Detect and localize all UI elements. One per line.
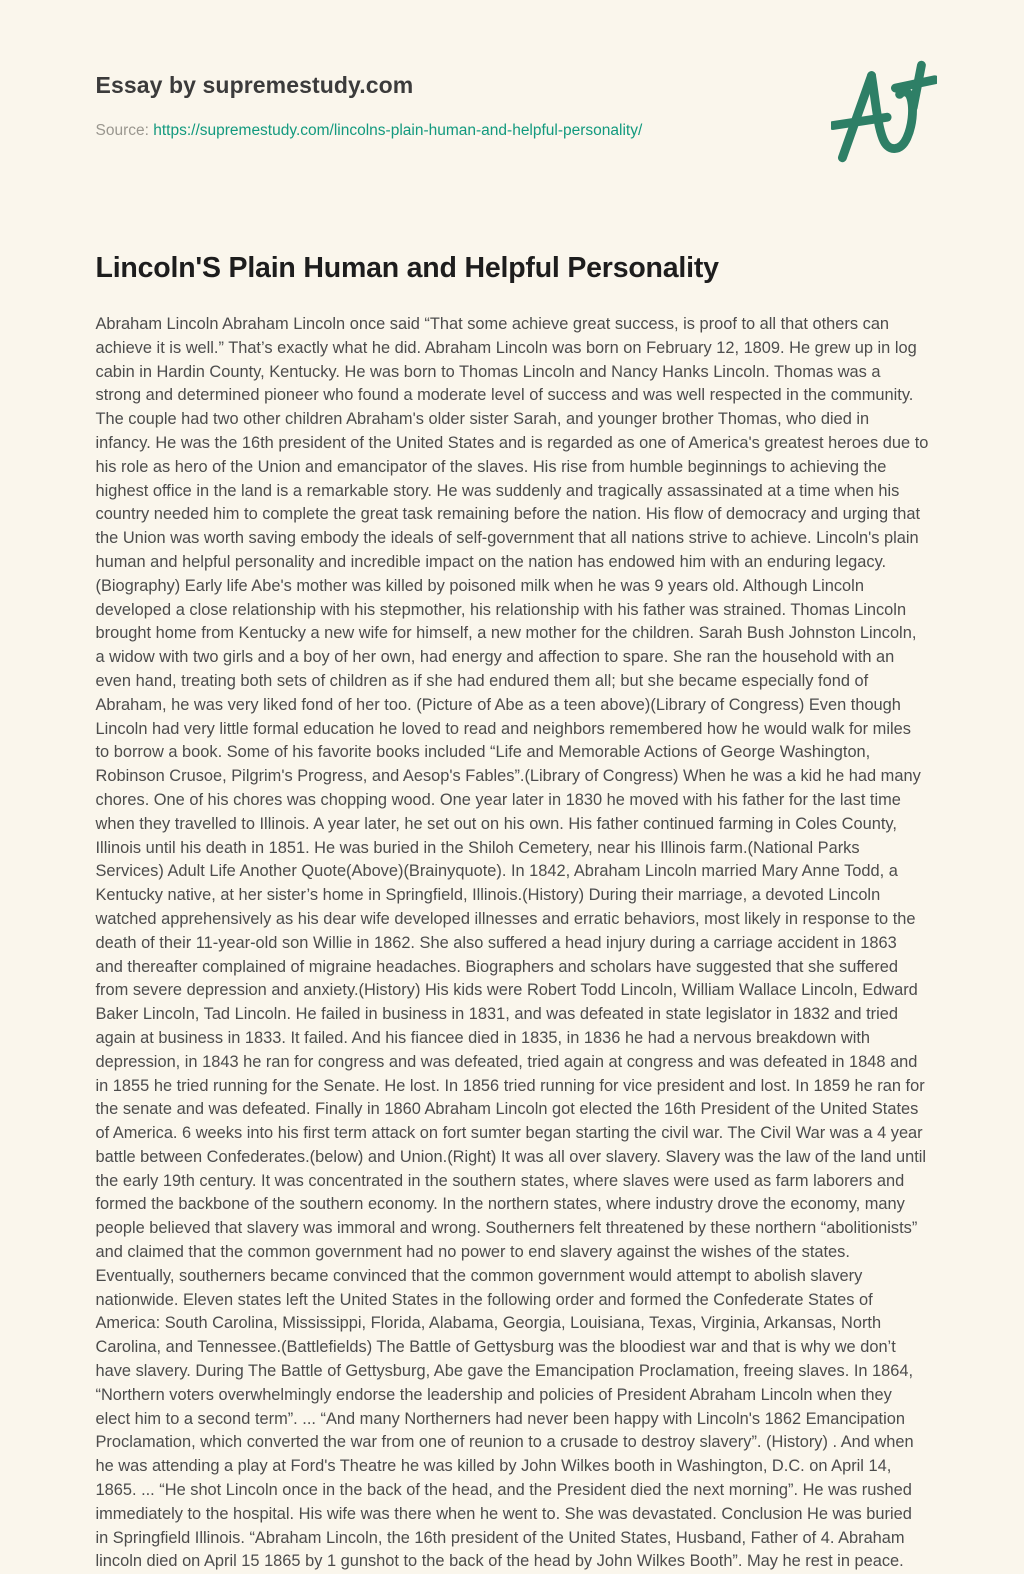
source-link[interactable]: https://supremestudy.com/lincolns-plain-human-and-helpful-personality/ (153, 122, 643, 139)
source-line (96, 122, 929, 140)
essay-body-text: Abraham Lincoln Abraham Lincoln once said “That some achieve great success, is proof to all that others can achieve it is well.” That’s exactly what he did. Abraham Lincoln was born on February 12, 1809. He grew up in log cabin in Hardin County, Kentucky. He was born to Thomas Lincoln and Nancy Hanks Lincoln. Thomas was a strong and determined pioneer who found a moderate level of success and was well respected in the community. The couple had two other children Abraham's older sister Sarah, and younger brother Thomas, who died in infancy. He was the 16th president of the United States and is regarded as one of America's greatest heroes due to his role as hero of the Union and emancipator of the slaves. His rise from humble beginnings to achieving the highest office in the land is a remarkable story. He was suddenly and tragically assassinated at a time when his country needed him to complete the great task remaining before the nation. His flow of democracy and urging that the Union was worth saving embody the ideals of self-government that all nations strive to achieve. Lincoln's plain human and helpful personality and incredible impact on the nation has endowed him with an enduring legacy. (Biography) Early life Abe's mother was killed by poisoned milk when he was 9 years old. Although Lincoln developed a close relationship with his stepmother, his relationship with his father was strained. Thomas Lincoln brought home from Kentucky a new wife for himself, a new mother for the children. Sarah Bush Johnston Lincoln, a widow with two girls and a boy of her own, had energy and affection to spare. She ran the household with an even hand, treating both sets of children as if she had endured them all; but she became especially fond of Abraham, he was very liked fond of her too. (Picture of Abe as a teen above)(Library of Congress) Even though Lincoln had very little formal education he loved to read and neighbors remembered how he would walk for miles to borrow a book. Some of his favorite books included “Life and Memorable Actions of George Washington, Robinson Crusoe, Pilgrim's Progress, and Aesop's Fables”.(Library of Congress) When he was a kid he had many chores. One of his chores was chopping wood. One year later in 1830 he moved with his father for the last time when they travelled to Illinois. A year later, he set out on his own. His father continued farming in Coles County, Illinois until his death in 1851. He was buried in the Shiloh Cemetery, near his Illinois farm.(National Parks Services) Adult Life Another Quote(Above)(Brainyquote). In 1842, Abraham Lincoln married Mary Anne Todd, a Kentucky native, at her sister’s home in Springfield, Illinois.(History) During their marriage, a devoted Lincoln watched apprehensively as his dear wife developed illnesses and erratic behaviors, most likely in response to the death of their 11-year-old son Willie in 1862. She also suffered a head injury during a carriage accident in 1863 and thereafter complained of migraine headaches. Biographers and scholars have suggested that she suffered from severe depression and anxiety.(History) His kids were Robert Todd Lincoln, William Wallace Lincoln, Edward Baker Lincoln, Tad Lincoln. He failed in business in 1831, and was defeated in state legislator in 1832 and tried again at business in 1833. It failed. And his fiancee died in 1835, in 1836 he had a nervous breakdown with depression, in 1843 he ran for congress and was defeated, tried again at congress and was defeated in 1848 and in 1855 he tried running for the Senate. He lost. In 1856 tried running for vice president and lost. In 1859 he ran for the senate and was defeated. Finally in 1860 Abraham Lincoln got elected the 16th President of the United States of America. 6 weeks into his first term attack on fort sumter began starting the civil war. The Civil War was a 4 year battle between Confederates.(below) and Union.(Right) It was all over slavery. Slavery was the law of the land until the early 19th century. It was concentrated in the southern states, where slaves were used as farm laborers and formed the backbone of the southern economy. In the northern states, where industry drove the economy, many people believed that slavery was immoral and wrong. Southerners felt threatened by these northern “abolitionists” and claimed that the common government had no power to end slavery against the wishes of the states. Eventually, southerners became convinced that the common government would attempt to abolish slavery nationwide. Eleven states left the United States in the following order and formed the Confederate States of America: South Carolina, Mississippi, Florida, Alabama, Georgia, Louisiana, Texas, Virginia, Arkansas, North Carolina, and Tennessee.(Battlefields) The Battle of Gettysburg was the bloodiest war and that is why we don’t have slavery. During The Battle of Gettysburg, Abe gave the Emancipation Proclamation, freeing slaves. In 1864, “Northern voters overwhelmingly endorse the leadership and policies of President Abraham Lincoln when they elect him to a second term”. ... “And many Northerners had never been happy with Lincoln's 1862 Emancipation Proclamation, which converted the war from one of reunion to a crusade to destroy slavery”. (History) . And when he was attending a play at Ford's Theatre he was killed by John Wilkes booth in Washington, D.C. on April 14, 1865. ... “He shot Lincoln once in the back of the head, and the President died the next morning”. He was rushed immediately to the hospital. His wife was there when he went to. She was devastated. Conclusion He was buried in Springfield Illinois. “Abraham Lincoln, the 16th president of the United States, Husband, Father of 4. Abraham lincoln died on April 15 1865 by 1 gunshot to the back of the head by John Wilkes Booth”. May he rest in peace. (95, 315, 929, 1571)
page-container (96, 0, 929, 1574)
page-header (96, 72, 929, 140)
source-label: Source: (95, 122, 149, 139)
header-title: Essay by supremestudy.com (95, 72, 414, 98)
essay-content (96, 252, 929, 1574)
a-plus-logo-icon (831, 60, 937, 164)
essay-title: Lincoln'S Plain Human and Helpful Personality (95, 252, 719, 284)
